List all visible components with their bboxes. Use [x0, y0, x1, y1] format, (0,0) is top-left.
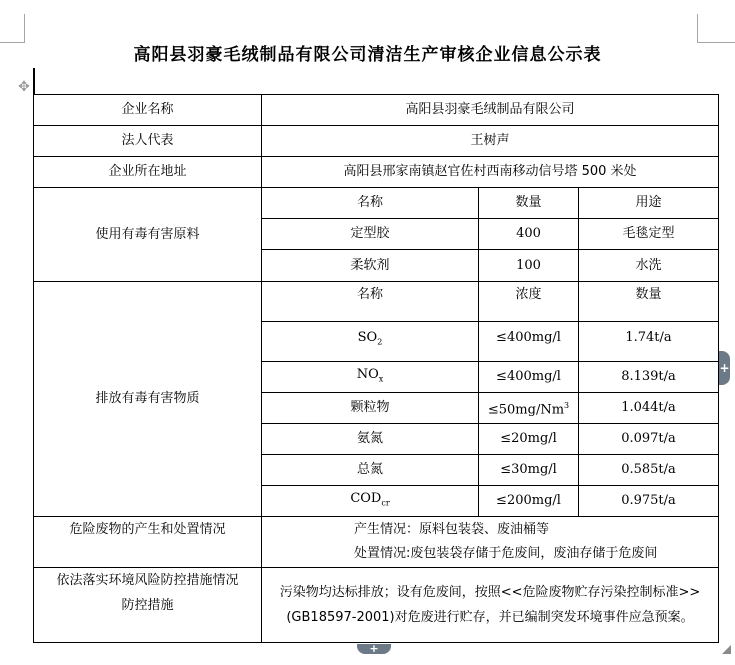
page-corner-mark-top-left	[0, 14, 25, 43]
raw-use[interactable]: 毛毯定型	[579, 219, 719, 250]
raw-name[interactable]: 柔软剂	[262, 250, 479, 282]
hazardous-waste-label: 危险废物的产生和处置情况	[34, 517, 262, 568]
table-row	[34, 95, 719, 126]
raw-quantity[interactable]: 100	[479, 250, 579, 282]
emission-name[interactable]: $SO_2$	[262, 322, 479, 362]
emission-name[interactable]: 氨氮	[262, 424, 479, 455]
risk-control-label-line1: 依法落实环境风险防控措施情况	[56, 573, 239, 588]
company-name-value[interactable]: 高阳县羽豪毛绒制品有限公司	[262, 95, 719, 126]
info-table	[33, 94, 719, 643]
table-row	[34, 282, 719, 322]
emission-amount[interactable]: 1.74t/a	[579, 322, 719, 362]
emission-amount[interactable]: 0.585t/a	[579, 455, 719, 486]
company-name-label: 企业名称	[34, 95, 262, 126]
legal-rep-value[interactable]: 王树声	[262, 126, 719, 157]
text-cursor	[33, 68, 35, 94]
document-title: 高阳县羽豪毛绒制品有限公司清洁生产审核企业信息公示表	[133, 45, 602, 65]
risk-control-value[interactable]: 污染物均达标排放；设有危废间，按照<<危险废物贮存污染控制标准>>(GB18597-2001)对危废进行贮存，并已编制突发环境事件应急预案。	[262, 568, 719, 643]
hazardous-waste-generation: 产生情况：原料包装袋、废油桶等	[354, 522, 550, 537]
table-row	[34, 568, 719, 643]
legal-rep-label: 法人代表	[34, 126, 262, 157]
table-move-handle-icon[interactable]: ✥	[18, 79, 30, 95]
address-value[interactable]: 高阳县邢家南镇赵官佐村西南移动信号塔 500 米处	[262, 157, 719, 188]
emission-name[interactable]: 总氮	[262, 455, 479, 486]
emission-concentration[interactable]: ≤200mg/l	[479, 486, 579, 517]
add-row-icon[interactable]: +	[357, 644, 391, 654]
emission-amount[interactable]: 0.097t/a	[579, 424, 719, 455]
table-row	[34, 517, 719, 568]
emissions-label: 排放有毒有害物质	[34, 282, 262, 517]
address-label: 企业所在地址	[34, 157, 262, 188]
table-row	[34, 157, 719, 188]
raw-materials-label: 使用有毒有害原料	[34, 188, 262, 282]
page-corner-mark-top-right	[697, 14, 735, 43]
emission-header-amount: 数量	[579, 282, 719, 322]
emission-concentration[interactable]: ≤400mg/l	[479, 322, 579, 362]
emission-name[interactable]: 颗粒物	[262, 393, 479, 424]
table-row	[34, 188, 719, 219]
emission-concentration[interactable]: $\le 50mg/Nm^3$	[479, 393, 579, 424]
emission-name[interactable]: $COD_{cr}$	[262, 486, 479, 517]
raw-header-use: 用途	[579, 188, 719, 219]
hazardous-waste-value[interactable]	[262, 517, 719, 568]
emission-header-name: 名称	[262, 282, 479, 322]
raw-name[interactable]: 定型胶	[262, 219, 479, 250]
add-column-icon[interactable]: +	[719, 351, 730, 385]
risk-control-label	[34, 568, 262, 643]
emission-amount[interactable]: 0.975t/a	[579, 486, 719, 517]
risk-control-label-line2: 防控措施	[121, 598, 174, 613]
hazardous-waste-disposal: 处置情况:废包装袋存储于危废间，废油存储于危废间	[354, 546, 658, 561]
raw-header-name: 名称	[262, 188, 479, 219]
raw-header-quantity: 数量	[479, 188, 579, 219]
emission-concentration[interactable]: ≤400mg/l	[479, 362, 579, 393]
emission-header-concentration: 浓度	[479, 282, 579, 322]
raw-use[interactable]: 水洗	[579, 250, 719, 282]
emission-name[interactable]: $NO_x$	[262, 362, 479, 393]
table-resize-handle-icon[interactable]	[722, 645, 731, 654]
raw-quantity[interactable]: 400	[479, 219, 579, 250]
emission-amount[interactable]: 8.139t/a	[579, 362, 719, 393]
emission-concentration[interactable]: ≤30mg/l	[479, 455, 579, 486]
emission-amount[interactable]: 1.044t/a	[579, 393, 719, 424]
emission-concentration[interactable]: ≤20mg/l	[479, 424, 579, 455]
table-row	[34, 126, 719, 157]
